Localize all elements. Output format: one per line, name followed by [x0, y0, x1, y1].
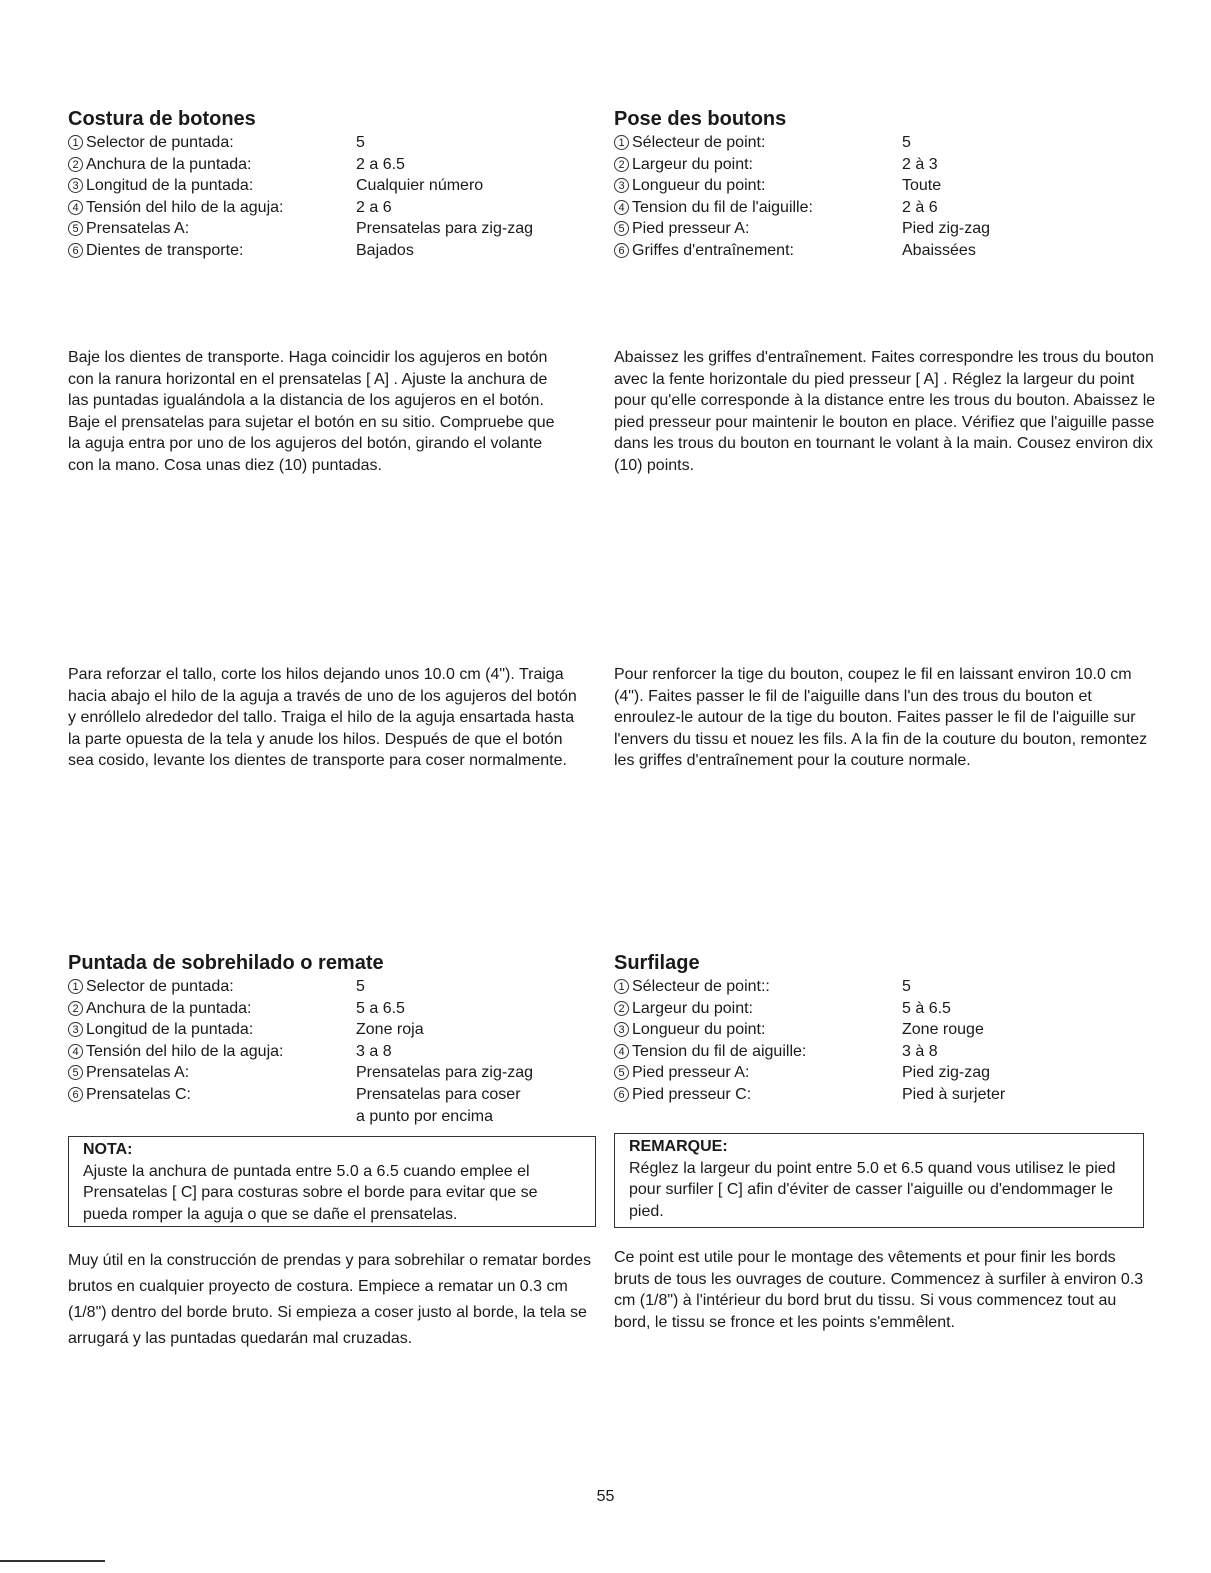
setting-row — [614, 175, 1174, 197]
number-circle-icon: 2 — [68, 1001, 83, 1016]
setting-row — [68, 1019, 608, 1041]
number-circle-icon: 3 — [614, 1022, 629, 1037]
number-circle-icon: 5 — [614, 221, 629, 236]
number-circle-icon: 6 — [68, 243, 83, 258]
setting-value: 3 a 8 — [356, 1042, 392, 1060]
setting-row — [68, 218, 608, 240]
number-circle-icon: 5 — [614, 1065, 629, 1080]
number-circle-icon: 1 — [68, 135, 83, 150]
es-buttons-settings — [68, 132, 608, 262]
setting-label: Selector de puntada: — [86, 134, 234, 151]
fr-overcast-paragraph: Ce point est utile pour le montage des vêtements et pour finir les bords bruts de tous les ouvrages de couture. Commencez à surfiler à environ 0.3 cm (1/8") à l'intérieur du bord brut du tissu. Si vous commencez tout au bord, le tissu se fronce et les points s'emmêlent. — [614, 1249, 1144, 1331]
setting-row — [68, 976, 608, 998]
setting-value: Cualquier número — [356, 177, 484, 195]
number-circle-icon: 6 — [614, 1087, 629, 1102]
fr-buttons-paragraph-2: Pour renforcer la tige du bouton, coupez le fil en laissant environ 10.0 cm (4"). Faites passer le fil de l'aiguille dans l'un des trous du bouton et enroulez-le autour de la tige du bouton. Faites passer le fil de l'aiguille sur l'envers du tissu et nouez les fils. A la fin de la couture du bouton, remontez les griffes d'entraînement pour la couture normale. — [614, 666, 1148, 770]
setting-row — [614, 132, 1174, 154]
note-title: REMARQUE: — [629, 1138, 728, 1155]
setting-label: Prensatelas A: — [86, 220, 190, 238]
setting-value: Bajados — [356, 241, 414, 259]
setting-label: Pied presseur A: — [632, 1064, 750, 1082]
setting-row — [68, 998, 608, 1020]
setting-row — [68, 175, 608, 197]
fr-buttons-paragraph-1: Abaissez les griffes d'entraînement. Faites correspondre les trous du bouton avec la fente horizontale du pied presseur [ A] . Réglez la largeur du point pour qu'elle corresponde à la distance entre les trous du bouton. Abaissez le pied presseur pour maintenir le bouton en place. Vérifiez que l'aiguille passe dans les trous du bouton en tournant le volant à la main. Cousez environ dix (10) points. — [614, 349, 1156, 474]
setting-label: Sélecteur de point:: — [632, 978, 770, 995]
number-circle-icon: 4 — [68, 1044, 83, 1059]
es-note-box — [68, 1136, 596, 1227]
setting-row — [68, 154, 608, 176]
number-circle-icon: 1 — [614, 135, 629, 150]
setting-value: Prensatelas para coser — [356, 1085, 521, 1103]
setting-label: Tension du fil de l'aiguille: — [632, 198, 813, 216]
setting-value: Prensatelas para zig-zag — [356, 1064, 533, 1082]
fr-overcast-title: Surfilage — [614, 952, 700, 974]
setting-row — [614, 197, 1174, 219]
setting-label: Tensión del hilo de la aguja: — [86, 1042, 284, 1060]
setting-value: 3 à 8 — [902, 1042, 938, 1060]
setting-label: Sélecteur de point: — [632, 134, 766, 151]
number-circle-icon: 5 — [68, 221, 83, 236]
setting-row — [68, 132, 608, 154]
setting-label: Largeur du point: — [632, 999, 753, 1017]
setting-value: 5 — [902, 978, 911, 995]
note-text: Réglez la largeur du point entre 5.0 et 6.5 quand vous utilisez le pied pour surfiler [ C] afin d'éviter de casser l'aiguille ou d'endommager le pied. — [629, 1159, 1116, 1220]
fr-overcast-section — [614, 951, 1174, 1106]
setting-value: Abaissées — [902, 241, 976, 259]
number-circle-icon: 4 — [614, 1044, 629, 1059]
number-circle-icon: 4 — [68, 200, 83, 215]
setting-row — [68, 1084, 608, 1106]
fr-buttons-settings — [614, 132, 1174, 262]
fr-overcast-settings — [614, 976, 1174, 1106]
setting-label: Tension du fil de aiguille: — [632, 1042, 807, 1060]
setting-row — [68, 1041, 608, 1063]
setting-row — [614, 240, 1174, 262]
setting-row — [614, 1062, 1174, 1084]
number-circle-icon: 6 — [614, 243, 629, 258]
setting-value: 2 à 6 — [902, 198, 938, 216]
es-buttons-section — [68, 107, 608, 262]
setting-value: Prensatelas para zig-zag — [356, 220, 533, 238]
setting-label: Anchura de la puntada: — [86, 999, 252, 1017]
setting-row — [614, 976, 1174, 998]
setting-value: 2 a 6 — [356, 198, 392, 216]
setting-label: Longueur du point: — [632, 1021, 766, 1039]
setting-row — [614, 1019, 1174, 1041]
setting-label: Longitud de la puntada: — [86, 177, 254, 195]
es-buttons-paragraph-2: Para reforzar el tallo, corte los hilos dejando unos 10.0 cm (4"). Traiga hacia abajo el hilo de la aguja a través de uno de los agujeros del botón y enróllelo alrededor del tallo. Traiga el hilo de la aguja ensartada hasta la parte opuesta de la tela y anude los hilos. Después de que el botón sea cosido, levante los dientes de transporte para coser normalmente. — [68, 666, 577, 770]
setting-label: Longueur du point: — [632, 177, 766, 195]
setting-label: Tensión del hilo de la aguja: — [86, 198, 284, 216]
setting-label: Pied presseur C: — [632, 1085, 752, 1103]
setting-row — [614, 218, 1174, 240]
number-circle-icon: 4 — [614, 200, 629, 215]
setting-value: 5 à 6.5 — [902, 999, 951, 1017]
number-circle-icon: 3 — [68, 178, 83, 193]
footer-rule — [0, 1560, 105, 1562]
setting-label: Prensatelas C: — [86, 1085, 191, 1103]
setting-row-continuation — [68, 1106, 608, 1128]
setting-label: Dientes de transporte: — [86, 241, 244, 259]
page-number: 55 — [596, 1488, 615, 1505]
setting-value: Pied zig-zag — [902, 220, 991, 238]
number-circle-icon: 5 — [68, 1065, 83, 1080]
setting-label: Pied presseur A: — [632, 220, 750, 238]
setting-label: Longitud de la puntada: — [86, 1021, 254, 1039]
number-circle-icon: 6 — [68, 1087, 83, 1102]
fr-buttons-title: Pose des boutons — [614, 108, 787, 130]
note-text: Ajuste la anchura de puntada entre 5.0 a 6.5 cuando emplee el Prensatelas [ C] para costuras sobre el borde para evitar que se pueda romper la aguja o que se dañe el prensatelas. — [83, 1162, 538, 1223]
setting-label: Anchura de la puntada: — [86, 155, 252, 173]
setting-value: 2 à 3 — [902, 155, 938, 173]
note-title: NOTA: — [83, 1141, 133, 1158]
setting-row — [68, 197, 608, 219]
number-circle-icon: 2 — [614, 1001, 629, 1016]
setting-row — [614, 998, 1174, 1020]
es-overcast-paragraph: Muy útil en la construcción de prendas y para sobrehilar o rematar bordes brutos en cualquier proyecto de costura. Empiece a rematar un 0.3 cm (1/8") dentro del borde bruto. Si empieza a coser justo al borde, la tela se arrugará y las puntadas quedarán mal cruzadas. — [68, 1252, 591, 1347]
setting-value: Zone rouge — [902, 1021, 984, 1039]
number-circle-icon: 2 — [614, 157, 629, 172]
fr-note-box — [614, 1133, 1144, 1228]
setting-row — [614, 1084, 1174, 1106]
setting-value: Pied zig-zag — [902, 1064, 991, 1082]
setting-value: 5 — [356, 134, 365, 151]
setting-label: Griffes d'entraînement: — [632, 241, 794, 259]
setting-row — [614, 1041, 1174, 1063]
es-overcast-title: Puntada de sobrehilado o remate — [68, 952, 384, 974]
number-circle-icon: 3 — [614, 178, 629, 193]
number-circle-icon: 1 — [614, 979, 629, 994]
setting-label: Selector de puntada: — [86, 978, 234, 995]
setting-row — [68, 1062, 608, 1084]
es-overcast-settings — [68, 976, 608, 1127]
setting-label: Prensatelas A: — [86, 1064, 190, 1082]
setting-value: Toute — [902, 177, 942, 195]
setting-value: Pied à surjeter — [902, 1085, 1006, 1103]
setting-label: Largeur du point: — [632, 155, 753, 173]
setting-value: 5 — [902, 134, 911, 151]
setting-row — [68, 240, 608, 262]
es-buttons-paragraph-1: Baje los dientes de transporte. Haga coincidir los agujeros en botón con la ranura horizontal en el prensatelas [ A] . Ajuste la anchura de las puntadas igualándola a la distancia de los agujeros en el botón. Baje el prensatelas para sujetar el botón en su sitio. Compruebe que la aguja entra por uno de los agujeros del botón, girando el volante con la mano. Cosa unas diez (10) puntadas. — [68, 349, 555, 474]
setting-value: 2 a 6.5 — [356, 155, 405, 173]
setting-row — [614, 154, 1174, 176]
setting-value: Zone roja — [356, 1021, 424, 1039]
number-circle-icon: 3 — [68, 1022, 83, 1037]
setting-value: 5 a 6.5 — [356, 999, 405, 1017]
es-overcast-section — [68, 951, 608, 1127]
fr-buttons-section — [614, 107, 1174, 262]
es-buttons-title: Costura de botones — [68, 108, 256, 130]
number-circle-icon: 2 — [68, 157, 83, 172]
setting-value: a punto por encima — [356, 1107, 493, 1125]
number-circle-icon: 1 — [68, 979, 83, 994]
setting-value: 5 — [356, 978, 365, 995]
